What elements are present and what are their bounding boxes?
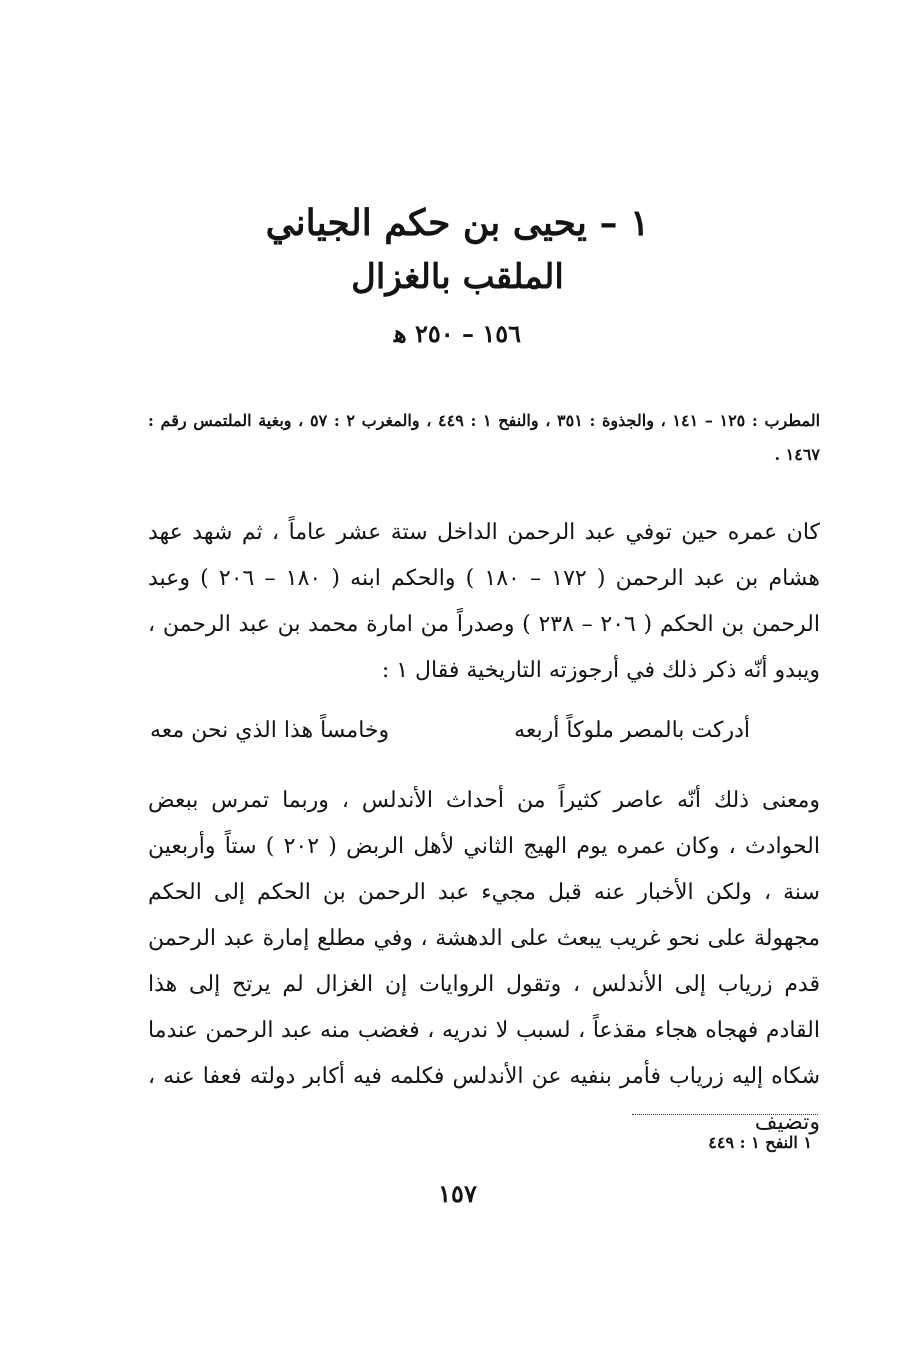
paragraph-2: ومعنى ذلك أنّه عاصر كثيراً من أحداث الأندلس ، وربما تمرس ببعض الحوادث ، وكان عمره يوم الهيج الثاني لأهل الربض ( ٢٠٢ ) ستاً وأربعين سنة ، ولكن الأخبار عنه قبل مجيء عبد الرحمن بن الحكم إلى الحكم مجهولة على نحو غريب يبعث على الدهشة ، وفي مطلع إمارة عبد الرحمن قدم زرياب إلى الأندلس ، وتقول الروايات إن الغزال لم يرتح إلى هذا القادم فهجاه هجاء مقذعاً ، لسبب لا ندريه ، فغضب منه عبد الرحمن عندما شكاه إليه زرياب فأمر بنفيه عن الأندلس فكلمه فيه أكابر دولته فعفا عنه ، وتضيف — [148, 788, 820, 1135]
footnote: ١ النفح ١ : ٤٤٩ — [708, 1133, 812, 1152]
chapter-title: ١ – يحيى بن حكم الجياني — [265, 202, 650, 244]
paragraph-1: كان عمره حين توفي عبد الرحمن الداخل ستة عشر عاماً ، ثم شهد عهد هشام بن عبد الرحمن ( ١٧٢ – ١٨٠ ) والحكم ابنه ( ١٨٠ – ٢٠٦ ) وعبد الرحمن بن الحكم ( ٢٠٦ – ٢٣٨ ) وصدراً من امارة محمد بن عبد الرحمن ، ويبدو أنّه ذكر ذلك في أرجوزته التاريخية فقال ١ : — [148, 520, 820, 683]
verse-hemistich-1: أدركت بالمصر ملوكاً أربعه — [514, 718, 750, 743]
footnote-divider — [632, 1114, 818, 1115]
page-number: ١٥٧ — [438, 1179, 477, 1208]
sources-note: المطرب : ١٢٥ – ١٤١ ، والجذوة : ٣٥١ ، والنفح ١ : ٤٤٩ ، والمغرب ٢ : ٥٧ ، وبغية الملتمس رقم : ١٤٦٧ . — [148, 411, 821, 464]
verse-hemistich-2: وخامساً هذا الذي نحن معه — [150, 718, 390, 743]
chapter-subtitle: الملقب بالغزال — [351, 257, 564, 297]
chapter-dates: ١٥٦ – ٢٥٠ ﻫ — [393, 319, 522, 348]
verse-line — [150, 708, 750, 754]
